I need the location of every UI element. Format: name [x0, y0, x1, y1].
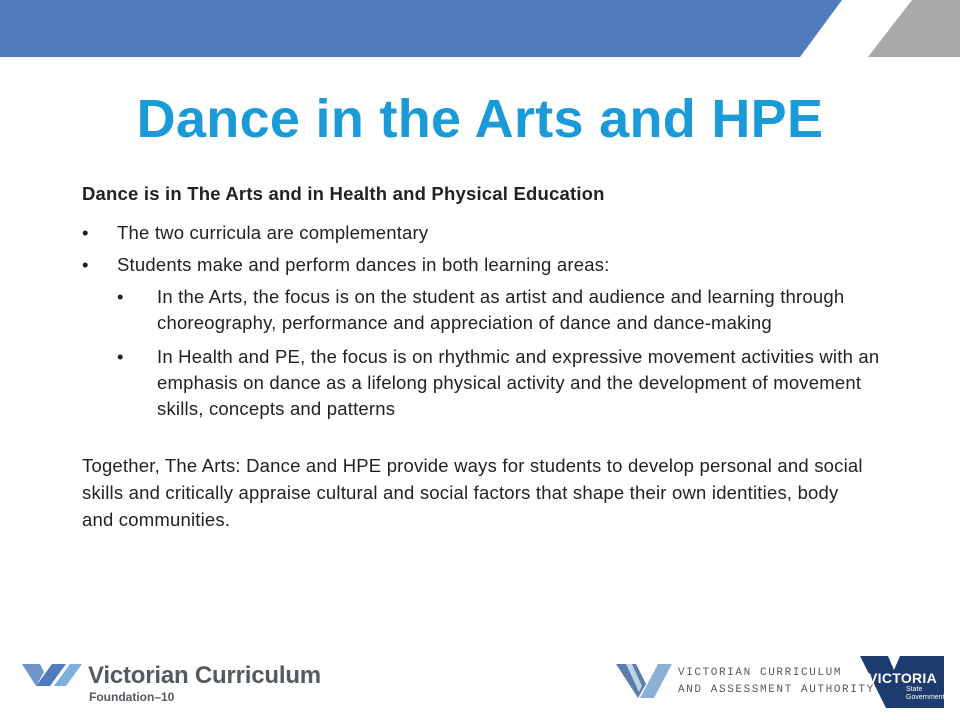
victoria-wordmark: VICTORIA	[868, 670, 938, 686]
header-band-grey	[868, 0, 960, 57]
victorian-curriculum-logo-icon	[22, 662, 82, 688]
lead-text: Dance is in The Arts and in Health and Physical Education	[82, 183, 605, 204]
header-band-blue	[0, 0, 842, 57]
header-band	[0, 0, 960, 60]
victoria-subtitle	[906, 686, 945, 702]
vcaa-line-2: AND ASSESSMENT AUTHORITY	[678, 684, 875, 696]
victorian-curriculum-title: Victorian Curriculum	[88, 662, 321, 689]
victoria-subtitle-line-1: State	[906, 686, 923, 693]
sub-bullet-list	[117, 284, 882, 422]
victoria-subtitle-line-2: Government	[906, 694, 945, 701]
bullet-item	[82, 252, 882, 422]
vcaa-logo-icon	[616, 664, 672, 698]
bullet-text: Students make and perform dances in both learning areas:	[117, 254, 610, 275]
slide-title: Dance in the Arts and HPE	[136, 89, 824, 149]
slide-body	[82, 183, 882, 533]
sub-bullet-item	[117, 284, 882, 336]
bullet-text: The two curricula are complementary	[117, 222, 429, 243]
sub-bullet-item	[117, 344, 882, 422]
closing-paragraph: Together, The Arts: Dance and HPE provide ways for students to develop personal and social skills and critically appraise cultural and social factors that shape their own identities, body and communities.	[82, 455, 863, 530]
victorian-curriculum-subtitle: Foundation–10	[89, 690, 175, 704]
sub-bullet-text: In Health and PE, the focus is on rhythmic and expressive movement activities with an emphasis on dance as a lifelong physical activity and the development of movement skills, concepts and patterns	[157, 346, 880, 419]
footer-logos	[0, 650, 960, 710]
vcaa-name	[678, 665, 875, 699]
vcaa-line-1: VICTORIAN CURRICULUM	[678, 667, 843, 679]
bullet-list	[82, 220, 882, 422]
sub-bullet-text: In the Arts, the focus is on the student as artist and audience and learning through choreography, performance and appreciation of dance and dance-making	[157, 286, 845, 333]
bullet-item	[82, 220, 882, 246]
